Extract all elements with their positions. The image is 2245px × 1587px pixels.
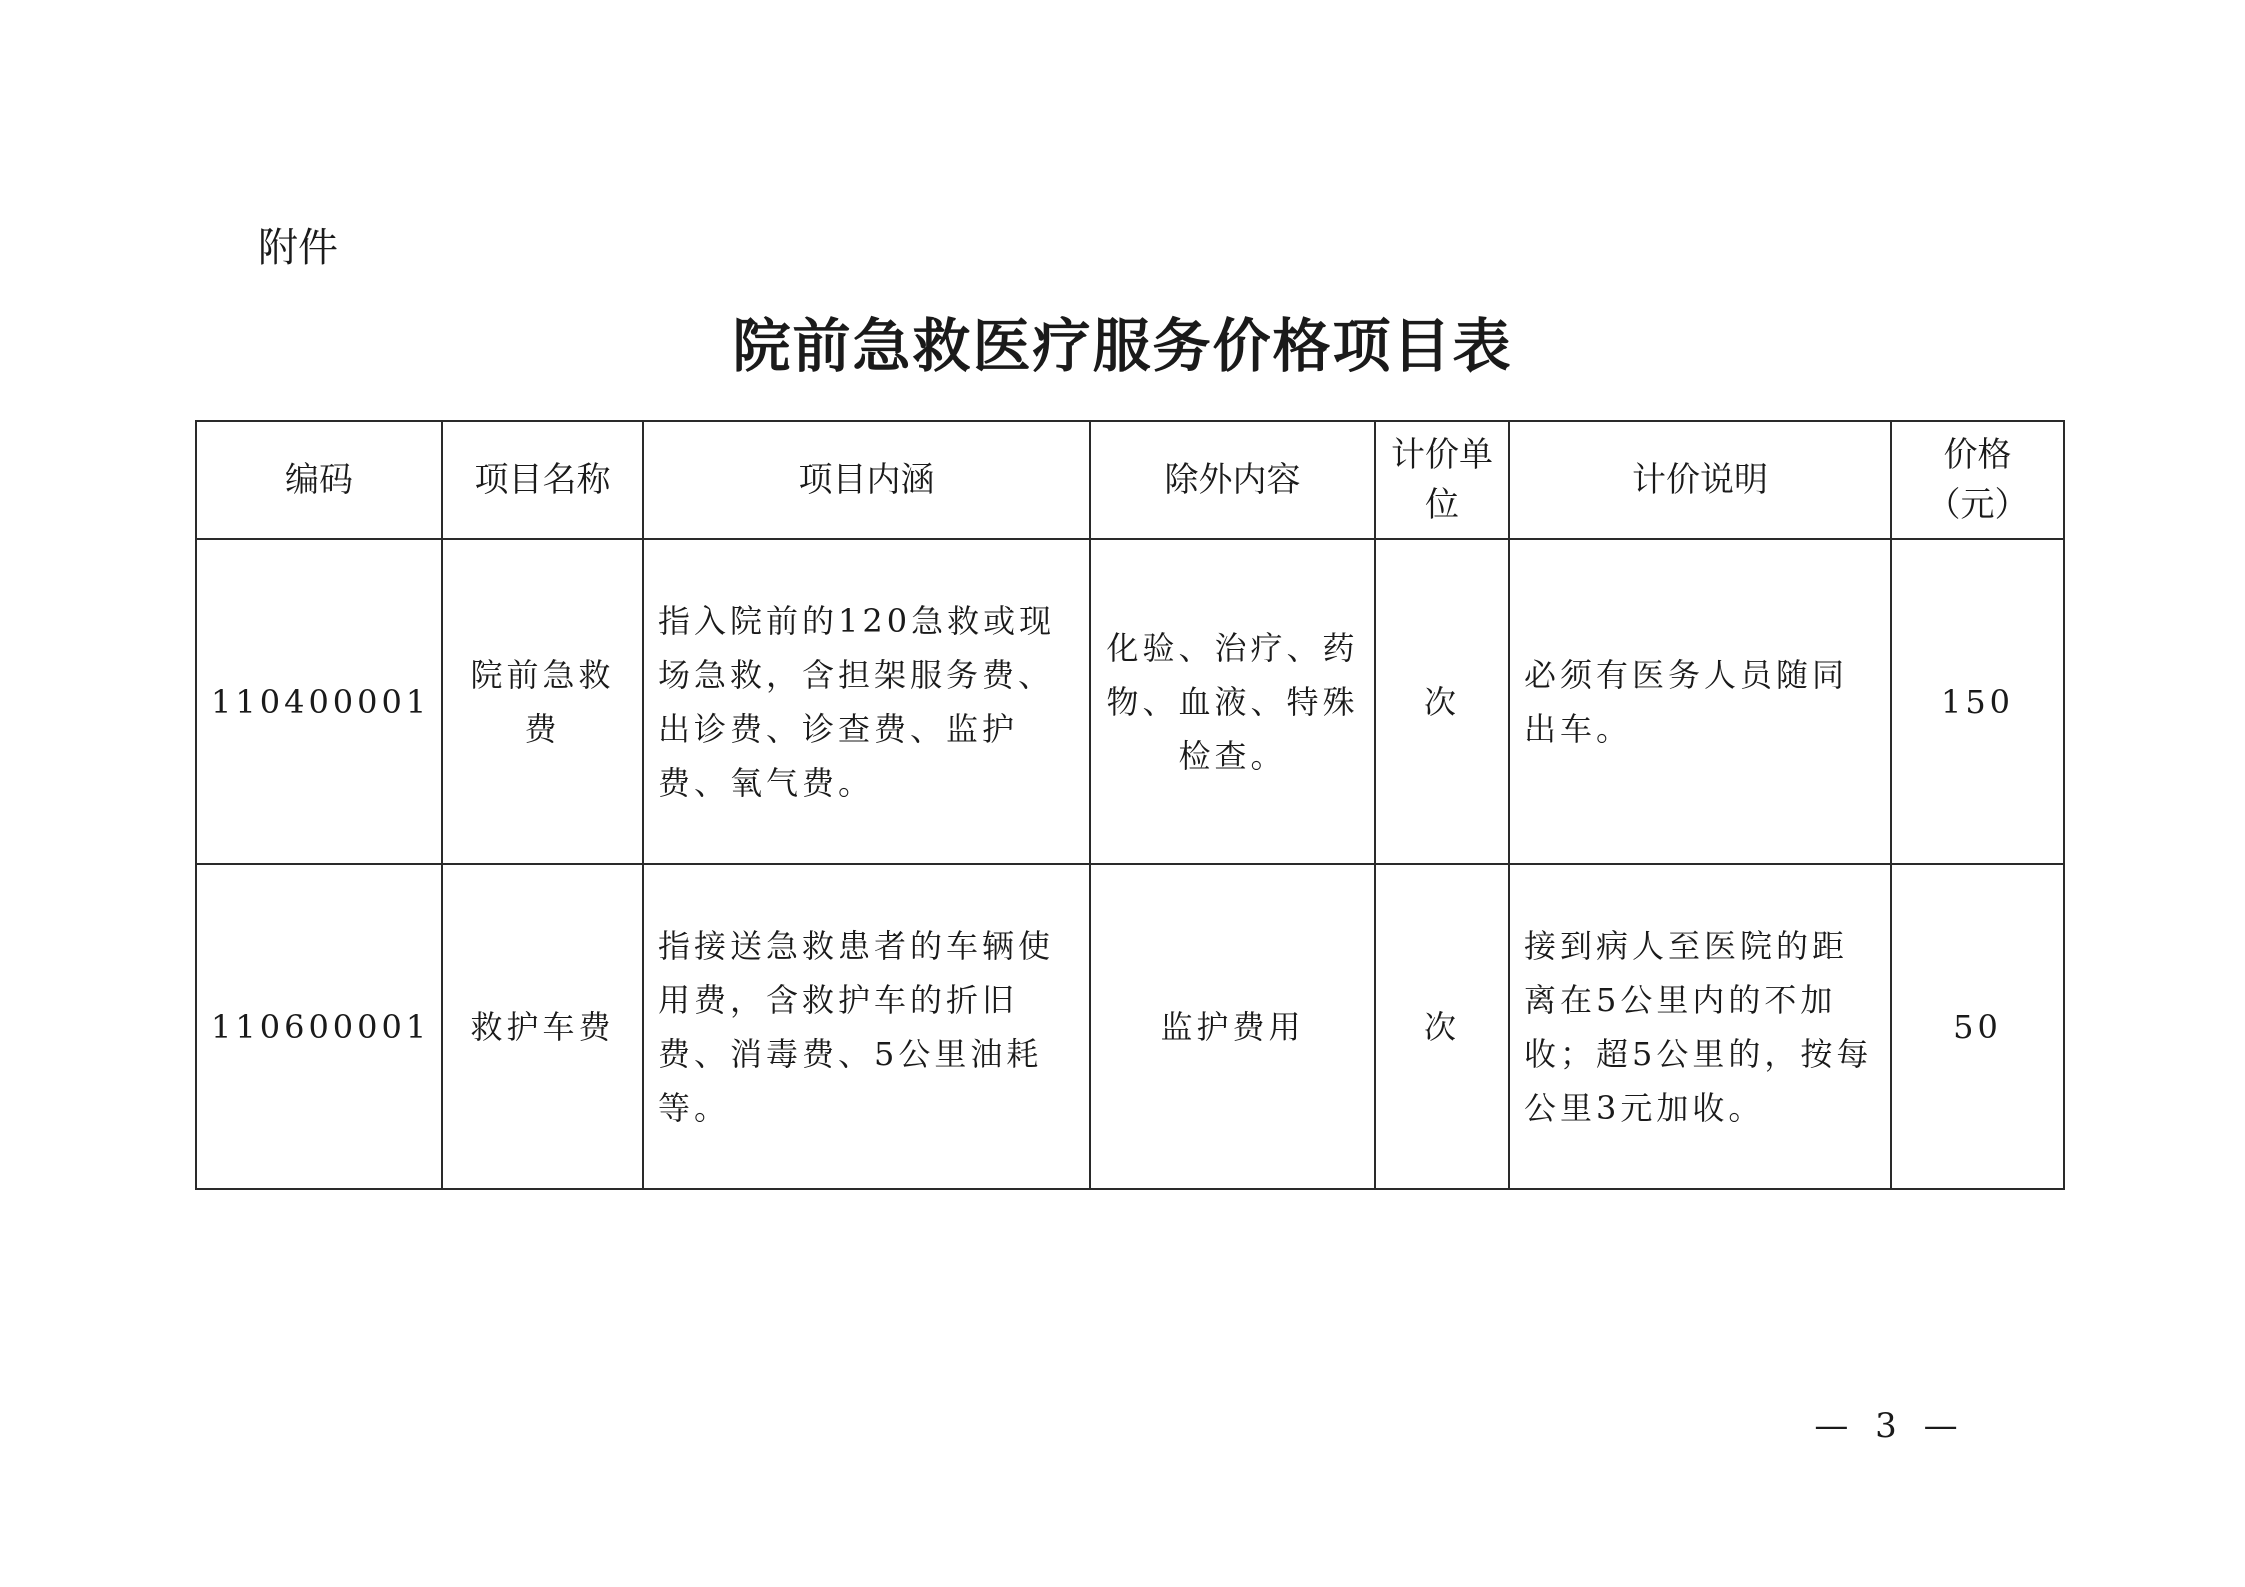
cell-exclusions: 监护费用 bbox=[1090, 864, 1375, 1189]
cell-notes: 必须有医务人员随同出车。 bbox=[1509, 539, 1891, 864]
document-title: 院前急救医疗服务价格项目表 bbox=[732, 312, 1513, 380]
table-header-row bbox=[196, 421, 2064, 539]
cell-content: 指入院前的120急救或现场急救，含担架服务费、出诊费、诊查费、监护费、氧气费。 bbox=[643, 539, 1090, 864]
cell-name: 院前急救费 bbox=[442, 539, 643, 864]
cell-price: 50 bbox=[1891, 864, 2064, 1189]
header-content: 项目内涵 bbox=[643, 421, 1090, 539]
cell-name: 救护车费 bbox=[442, 864, 643, 1189]
header-unit-label: 计价单位 bbox=[1391, 435, 1493, 525]
header-unit bbox=[1375, 421, 1509, 539]
cell-code: 110600001 bbox=[196, 864, 442, 1189]
cell-unit: 次 bbox=[1375, 864, 1509, 1189]
cell-notes: 接到病人至医院的距离在5公里内的不加收；超5公里的，按每公里3元加收。 bbox=[1509, 864, 1891, 1189]
header-price bbox=[1891, 421, 2064, 539]
cell-content: 指接送急救患者的车辆使用费，含救护车的折旧费、消毒费、5公里油耗等。 bbox=[643, 864, 1090, 1189]
cell-exclusions: 化验、治疗、药物、血液、特殊检查。 bbox=[1090, 539, 1375, 864]
cell-unit: 次 bbox=[1375, 539, 1509, 864]
header-name: 项目名称 bbox=[442, 421, 643, 539]
header-notes: 计价说明 bbox=[1509, 421, 1891, 539]
price-items-table bbox=[195, 420, 2065, 1190]
cell-price: 150 bbox=[1891, 539, 2064, 864]
page-number: — 3 — bbox=[1814, 1406, 1966, 1446]
header-exclusions: 除外内容 bbox=[1090, 421, 1375, 539]
header-code: 编码 bbox=[196, 421, 442, 539]
table-row bbox=[196, 864, 2064, 1189]
attachment-label: 附件 bbox=[258, 225, 338, 271]
cell-code: 110400001 bbox=[196, 539, 442, 864]
header-price-label: 价格（元） bbox=[1926, 435, 2029, 525]
table-row bbox=[196, 539, 2064, 864]
